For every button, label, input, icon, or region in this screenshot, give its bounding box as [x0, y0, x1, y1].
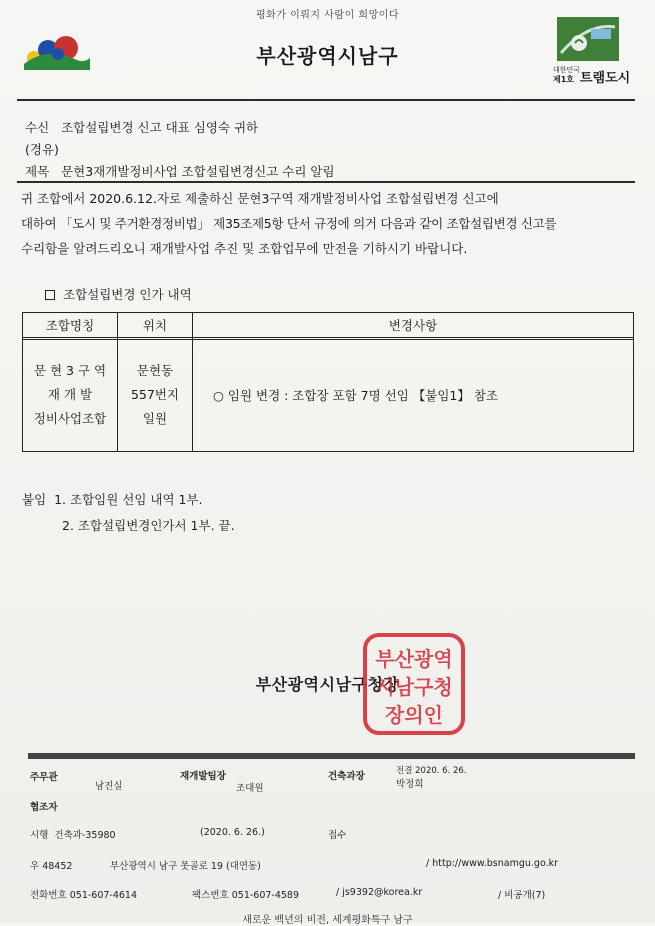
footer-divider: [28, 753, 635, 759]
footer-slogan: 새로운 백년의 비전, 세계평화특구 남구: [242, 915, 413, 926]
attachment-item-1: 1. 조합임원 선임 내역 1부.: [54, 492, 203, 507]
motto: 평화가 이뤄지 사람이 희망이다: [255, 10, 400, 21]
cell-location: [118, 338, 193, 452]
cell-union-name: [23, 338, 118, 452]
footer-name-3: 박정희: [396, 779, 424, 790]
subject-row: [25, 162, 335, 180]
attachment-2: 2. 조합설립변경인가서 1부. 끝.: [62, 518, 235, 533]
footer-enforce-label: 시행: [30, 830, 49, 841]
body-line-3: 수리함을 알려드리오니 재개발사업 추진 및 조합업무에 만전을 기하시기 바랍니다.: [21, 241, 468, 256]
footer-email: / js9392@korea.kr: [336, 887, 423, 898]
section-heading: [45, 285, 192, 303]
logo-brand: 트램도시: [580, 71, 631, 86]
union-name-line-1: 문 현 3 구 역: [33, 362, 107, 378]
header-divider: [17, 99, 635, 101]
checkbox-icon: [45, 290, 55, 300]
footer-role-1: 주무관: [30, 772, 58, 783]
subject-divider: [17, 181, 635, 183]
location-line-2: 557번지: [130, 386, 179, 402]
footer-enforce: [30, 827, 116, 841]
footer-enforce-date: (2020. 6. 26.): [200, 827, 265, 838]
union-name-line-3: 정비사업조합: [33, 410, 107, 426]
footer-fax: 팩스번호 051-607-4589: [192, 890, 300, 901]
footer-disclosure: / 비공개(7): [498, 890, 546, 901]
table-row: [23, 338, 634, 452]
footer-address: 부산광역시 남구 못골로 19 (대연동): [110, 861, 261, 872]
location-line-1: 문현동: [136, 362, 174, 378]
footer-cooperation: 협조자: [30, 802, 58, 813]
tram-icon: [557, 17, 619, 61]
table-header-double-line: [22, 339, 634, 342]
table-header-row: [23, 313, 634, 338]
svg-text:장의인: 장의인: [385, 703, 443, 727]
logo-text-first: 제1호: [553, 75, 575, 84]
footer-phone: 전화번호 051-607-4614: [30, 890, 138, 901]
svg-text:부산광역: 부산광역: [375, 647, 453, 671]
svg-text:시남구청: 시남구청: [375, 675, 453, 699]
recipient-row: [25, 118, 258, 136]
footer-enforce-no: 건축과-35980: [54, 830, 116, 841]
approval-table: [22, 312, 634, 452]
body-line-1: 귀 조합에서 2020.6.12.자로 제출하신 문현3구역 재개발정비사업 조합설립변경 신고에: [21, 191, 499, 206]
footer-postal: 우 48452: [30, 861, 73, 872]
footer-name-2: 조대원: [236, 783, 264, 794]
attachment-1: [22, 490, 203, 508]
cell-changes: ○ 임원 변경 : 조합장 포함 7명 선임 【붙임1】 참조: [193, 338, 634, 452]
section-title: 조합설립변경 인가 내역: [63, 287, 192, 302]
footer-role-3: 건축과장: [328, 771, 365, 782]
official-seal-icon: [362, 632, 466, 736]
page-title: 부산광역시남구: [256, 44, 399, 68]
footer-role-2: 재개발팀장: [180, 771, 226, 782]
issuer-name: 부산광역시남구청장: [255, 675, 400, 694]
logo-text-country: 대한민국: [553, 66, 581, 74]
subject-label: 제목: [25, 164, 50, 179]
header-changes: 변경사항: [193, 313, 634, 338]
footer-receipt: 접수: [328, 830, 347, 841]
header-name: 조합명칭: [23, 313, 118, 338]
footer-url: / http://www.bsnamgu.go.kr: [426, 858, 559, 869]
via-row: (경유): [25, 142, 59, 157]
location-line-3: 일원: [142, 410, 168, 426]
attachment-label: 붙임: [22, 492, 47, 507]
recipient-label: 수신: [25, 120, 50, 135]
union-name-line-2: 재 개 발: [47, 386, 93, 402]
header-location: 위치: [118, 313, 193, 338]
recipient: 조합설립변경 신고 대표 심영숙 귀하: [61, 120, 259, 135]
footer-name-1: 남진실: [95, 781, 123, 792]
body-line-2: 대하여 「도시 및 주거환경정비법」 제35조제5항 단서 규정에 의거 다음과 같이 조합설립변경 신고를: [21, 216, 557, 231]
tram-city-logo: [553, 17, 631, 89]
subject: 문현3재개발정비사업 조합설립변경신고 수리 알림: [61, 164, 335, 179]
footer-date-3: 전결 2020. 6. 26.: [396, 766, 467, 776]
